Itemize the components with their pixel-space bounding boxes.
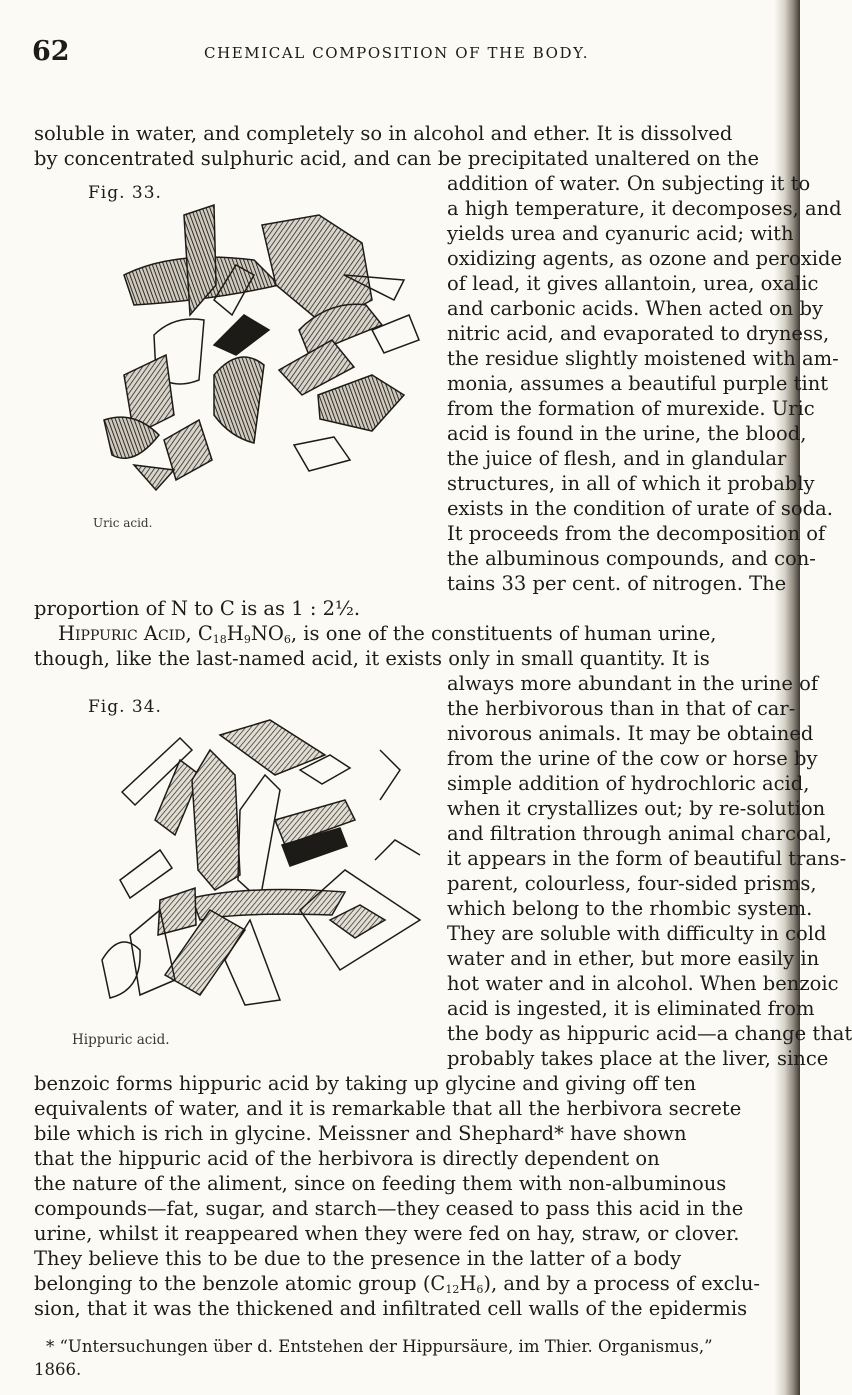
text-line: oxidizing agents, as ozone and peroxide [447, 247, 842, 270]
page-header [0, 36, 800, 66]
text-line: a high temperature, it decomposes, and [447, 197, 842, 220]
hippuric-acid-heading-line: Hippuric Acid, $C_{18}H_9NO_6$, is one of the constituents of human urine, [58, 622, 717, 646]
text-line: equivalents of water, and it is remarkable that all the herbivora secrete [34, 1097, 742, 1120]
text-line: that the hippuric acid of the herbivora is directly dependent on [34, 1147, 660, 1170]
text-line: It proceeds from the decomposition of [447, 522, 826, 545]
text-line: simple addition of hydrochloric acid, [447, 772, 810, 795]
text-line: hot water and in alcohol. When benzoic [447, 972, 839, 995]
text-line: the albuminous compounds, and con- [447, 547, 816, 570]
fig-34-label: Fig. 34. [88, 697, 162, 717]
text-line: from the formation of murexide. Uric [447, 397, 815, 420]
text-line: They believe this to be due to the presence in the latter of a body [34, 1247, 682, 1270]
text-line: and carbonic acids. When acted on by [447, 297, 824, 320]
text-line: compounds—fat, sugar, and starch—they ceased to pass this acid in the [34, 1197, 744, 1220]
text-line: which belong to the rhombic system. [447, 897, 813, 920]
formula: $C_{18}H_9NO_6$ [197, 622, 291, 646]
text-line: parent, colourless, four-sided prisms, [447, 872, 817, 895]
text-line: nitric acid, and evaporated to dryness, [447, 322, 830, 345]
text-line: and filtration through animal charcoal, [447, 822, 832, 845]
text-line: sion, that it was the thickened and infiltrated cell walls of the epidermis [34, 1297, 748, 1320]
footnote-line-2: 1866. [34, 1360, 82, 1379]
benzole-formula-line: belonging to the benzole atomic group $(C_{12}H_6)$, and by a process of exclu- [34, 1272, 760, 1296]
text-line: exists in the condition of urate of soda. [447, 497, 833, 520]
text-line: monia, assumes a beautiful purple tint [447, 372, 829, 395]
text-line: from the urine of the cow or horse by [447, 747, 818, 770]
text-line: though, like the last-named acid, it exists only in small quantity. It is [34, 647, 710, 670]
fig-33-caption: Uric acid. [93, 516, 153, 530]
text-line: soluble in water, and completely so in alcohol and ether. It is dissolved [34, 122, 733, 145]
text-line: tains 33 per cent. of nitrogen. The [447, 572, 787, 595]
footnote-line-1: * “Untersuchungen über d. Entstehen der Hippursäure, im Thier. Organismus,” [46, 1337, 713, 1356]
text-line: it appears in the form of beautiful trans- [447, 847, 847, 870]
text-line: the body as hippuric acid—a change that [447, 1022, 852, 1045]
page-number: 62 [32, 36, 70, 67]
text-line: the nature of the aliment, since on feeding them with non-albuminous [34, 1172, 727, 1195]
text-line: benzoic forms hippuric acid by taking up glycine and giving off ten [34, 1072, 697, 1095]
text-line: acid is found in the urine, the blood, [447, 422, 807, 445]
text-line: the residue slightly moistened with am- [447, 347, 839, 370]
fig-33-label: Fig. 33. [88, 183, 162, 203]
text-line: of lead, it gives allantoin, urea, oxalic [447, 272, 819, 295]
text-line: the juice of flesh, and in glandular [447, 447, 787, 470]
text-line: probably takes place at the liver, since [447, 1047, 829, 1070]
hippuric-acid-term: Hippuric Acid [58, 622, 186, 645]
text-line: They are soluble with difficulty in cold [447, 922, 827, 945]
text-line: nivorous animals. It may be obtained [447, 722, 814, 745]
text-line: structures, in all of which it probably [447, 472, 815, 495]
text-line: by concentrated sulphuric acid, and can be precipitated unaltered on the [34, 147, 759, 170]
text-line: acid is ingested, it is eliminated from [447, 997, 815, 1020]
fig-34-caption: Hippuric acid. [72, 1032, 170, 1048]
text-line: bile which is rich in glycine. Meissner and Shephard* have shown [34, 1122, 687, 1145]
text-line: proportion of N to C is as 1 : 2½. [34, 597, 361, 620]
text-line: water and in ether, but more easily in [447, 947, 820, 970]
text-line: yields urea and cyanuric acid; with [447, 222, 794, 245]
text-line: urine, whilst it reappeared when they were fed on hay, straw, or clover. [34, 1222, 740, 1245]
uric-acid-crystals-illustration [104, 205, 440, 493]
text-line: always more abundant in the urine of [447, 672, 819, 695]
text-line: the herbivorous than in that of car- [447, 697, 796, 720]
hippuric-acid-crystals-illustration [100, 720, 440, 1015]
text-line: addition of water. On subjecting it to [447, 172, 811, 195]
running-head: CHEMICAL COMPOSITION OF THE BODY. [204, 44, 590, 62]
text-line: when it crystallizes out; by re-solution [447, 797, 826, 820]
